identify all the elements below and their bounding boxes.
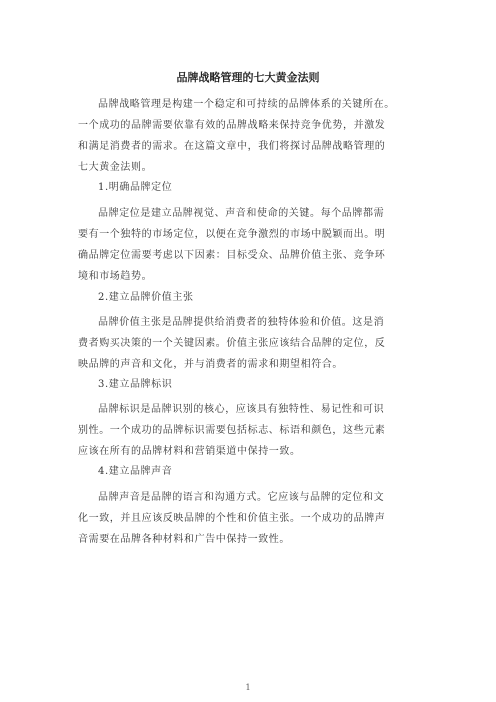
paragraph-line: 品牌价值主张是品牌提供给消费者的独特体验和价值。这是消 — [98, 317, 385, 328]
intro-paragraph — [78, 94, 433, 178]
paragraph-line: 品牌声音是品牌的语言和沟通方式。它应该与品牌的定位和文 — [98, 492, 385, 503]
section-4-paragraph — [78, 487, 433, 550]
paragraph-line: 境和市场趋势。 — [78, 271, 153, 282]
paragraph-line: 七大黄金法则。 — [78, 162, 153, 173]
paragraph-line: 化一致，并且应该反映品牌的个性和价值主张。一个成功的品牌声 — [78, 513, 386, 524]
paragraph-line: 和满足消费者的需求。在这篇文章中，我们将探讨品牌战略管理的 — [78, 141, 386, 152]
section-heading-2: 2.建立品牌价值主张 — [98, 292, 194, 303]
paragraph-line: 别性。一个成功的品牌标识需要包括标志、标语和颜色，这些元素 — [78, 425, 386, 436]
paragraph-line: 品牌定位是建立品牌视觉、声音和使命的关键。每个品牌都需 — [98, 208, 385, 219]
section-heading-3: 3.建立品牌标识 — [98, 379, 173, 390]
paragraph-line: 品牌标识是品牌识别的核心，应该具有独特性、易记性和可识 — [98, 404, 385, 415]
paragraph-line: 要有一个独特的市场定位，以便在竞争激烈的市场中脱颖而出。明 — [78, 229, 386, 240]
section-heading-1: 1.明确品牌定位 — [98, 182, 173, 193]
paragraph-line: 品牌战略管理是构建一个稳定和可持续的品牌体系的关键所在。 — [98, 99, 395, 110]
section-3-paragraph — [78, 399, 433, 462]
section-1-paragraph — [78, 203, 433, 287]
paragraph-line: 费者购买决策的一个关键因素。价值主张应该结合品牌的定位，反 — [78, 338, 386, 349]
paragraph-line: 音需要在品牌各种材料和广告中保持一致性。 — [78, 534, 290, 545]
page-number: 1 — [245, 683, 251, 692]
paragraph-line: 一个成功的品牌需要依靠有效的品牌战略来保持竞争优势，并激发 — [78, 120, 386, 131]
paragraph-line: 确品牌定位需要考虑以下因素：目标受众、品牌价值主张、竞争环 — [78, 250, 386, 261]
paragraph-line: 应该在所有的品牌材料和营销渠道中保持一致。 — [78, 446, 301, 457]
section-2-paragraph — [78, 312, 433, 375]
section-heading-4: 4.建立品牌声音 — [98, 466, 173, 477]
document-title: 品牌战略管理的七大黄金法则 — [176, 71, 320, 84]
paragraph-line: 映品牌的声音和文化，并与消费者的需求和期望相符合。 — [78, 359, 343, 370]
